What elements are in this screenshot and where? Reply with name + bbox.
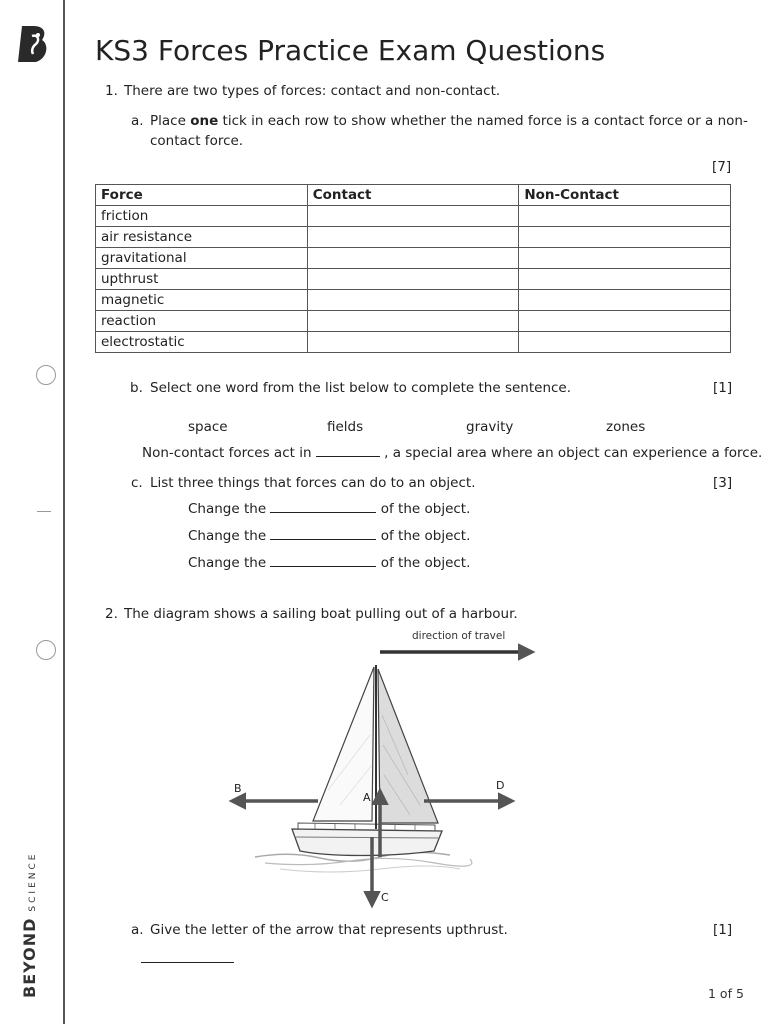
- forces-table: [95, 184, 731, 353]
- brand-wordmark: [20, 852, 39, 998]
- q2-number: 2.: [105, 606, 118, 622]
- boat-icon: [255, 665, 472, 872]
- q1c-line-after: of the object.: [380, 555, 471, 571]
- q1c-line-after: of the object.: [380, 528, 471, 544]
- non-contact-tick-cell[interactable]: [519, 248, 731, 269]
- q1c-line: [188, 500, 470, 517]
- q1b-sentence: [142, 444, 762, 461]
- q1c-answer-blank[interactable]: [270, 554, 376, 567]
- q1a-letter: a.: [131, 113, 144, 129]
- q2a-text: Give the letter of the arrow that represents upthrust.: [150, 922, 508, 938]
- word-option: space: [188, 419, 228, 435]
- table-row: [96, 311, 731, 332]
- q1c-line: [188, 554, 470, 571]
- q1b-marks: [1]: [713, 380, 733, 396]
- contact-tick-cell[interactable]: [307, 248, 519, 269]
- non-contact-tick-cell[interactable]: [519, 206, 731, 227]
- q1c-answer-blank[interactable]: [270, 527, 376, 540]
- q1c-line: [188, 527, 470, 544]
- q1a-marks: [7]: [712, 159, 732, 175]
- contact-tick-cell[interactable]: [307, 332, 519, 353]
- arrow-label-d: D: [496, 779, 505, 792]
- brand-name-small: SCIENCE: [28, 851, 38, 912]
- q1a-text-bold: one: [190, 113, 219, 129]
- force-name: gravitational: [96, 248, 308, 269]
- table-row: [96, 332, 731, 353]
- q1c-line-before: Change the: [188, 528, 267, 544]
- force-name: upthrust: [96, 269, 308, 290]
- q1b-letter: b.: [130, 380, 143, 396]
- q1b-answer-blank[interactable]: [316, 444, 380, 457]
- non-contact-tick-cell[interactable]: [519, 332, 731, 353]
- brand-name-bold: BEYOND: [20, 917, 39, 998]
- table-header-row: [96, 185, 731, 206]
- table-row: [96, 248, 731, 269]
- brand-logo-icon: [16, 24, 50, 64]
- q1c-answer-blank[interactable]: [270, 500, 376, 513]
- margin-rule: [63, 0, 65, 1024]
- table-header-force: Force: [96, 185, 308, 206]
- contact-tick-cell[interactable]: [307, 206, 519, 227]
- force-name: reaction: [96, 311, 308, 332]
- q1b-text: Select one word from the list below to complete the sentence.: [150, 380, 572, 396]
- arrow-label-a: A: [363, 791, 371, 804]
- sailing-boat-diagram: [220, 625, 550, 910]
- q1-number: 1.: [105, 83, 118, 99]
- arrow-label-c: C: [381, 891, 389, 904]
- direction-label: direction of travel: [412, 630, 506, 642]
- word-option: fields: [327, 419, 364, 435]
- q1b-sentence-before: Non-contact forces act in: [142, 445, 312, 461]
- q1c-line-before: Change the: [188, 555, 267, 571]
- non-contact-tick-cell[interactable]: [519, 269, 731, 290]
- contact-tick-cell[interactable]: [307, 311, 519, 332]
- contact-tick-cell[interactable]: [307, 227, 519, 248]
- non-contact-tick-cell[interactable]: [519, 311, 731, 332]
- force-name: electrostatic: [96, 332, 308, 353]
- contact-tick-cell[interactable]: [307, 269, 519, 290]
- page-title: KS3 Forces Practice Exam Questions: [95, 34, 606, 67]
- arrow-label-b: B: [234, 782, 242, 795]
- table-row: [96, 206, 731, 227]
- force-name: air resistance: [96, 227, 308, 248]
- q1b-sentence-after: , a special area where an object can experience a force.: [384, 445, 763, 461]
- punch-hole-top: [36, 365, 56, 385]
- q1a-text-line2: contact force.: [150, 133, 244, 149]
- non-contact-tick-cell[interactable]: [519, 290, 731, 311]
- q1-text: There are two types of forces: contact and non-contact.: [124, 83, 501, 99]
- word-option: gravity: [466, 419, 514, 435]
- q1c-line-after: of the object.: [380, 501, 471, 517]
- q2a-marks: [1]: [713, 922, 733, 938]
- q1c-marks: [3]: [713, 475, 733, 491]
- table-header-contact: Contact: [307, 185, 519, 206]
- q2a-letter: a.: [131, 922, 144, 938]
- q1c-text: List three things that forces can do to an object.: [150, 475, 476, 491]
- contact-tick-cell[interactable]: [307, 290, 519, 311]
- word-option: zones: [606, 419, 646, 435]
- fold-mark: [37, 511, 51, 512]
- punch-hole-bottom: [36, 640, 56, 660]
- force-name: magnetic: [96, 290, 308, 311]
- page-number: 1 of 5: [708, 986, 744, 1001]
- q1a-text-before: Place: [150, 113, 191, 129]
- q2a-answer-line[interactable]: [141, 962, 234, 963]
- q1a-text: [150, 113, 748, 129]
- force-name: friction: [96, 206, 308, 227]
- table-row: [96, 290, 731, 311]
- non-contact-tick-cell[interactable]: [519, 227, 731, 248]
- table-row: [96, 227, 731, 248]
- q1c-line-before: Change the: [188, 501, 267, 517]
- q1a-text-after: tick in each row to show whether the named force is a contact force or a non-: [218, 113, 748, 129]
- q2-text: The diagram shows a sailing boat pulling out of a harbour.: [124, 606, 518, 622]
- table-row: [96, 269, 731, 290]
- q1c-letter: c.: [131, 475, 143, 491]
- table-header-non-contact: Non-Contact: [519, 185, 731, 206]
